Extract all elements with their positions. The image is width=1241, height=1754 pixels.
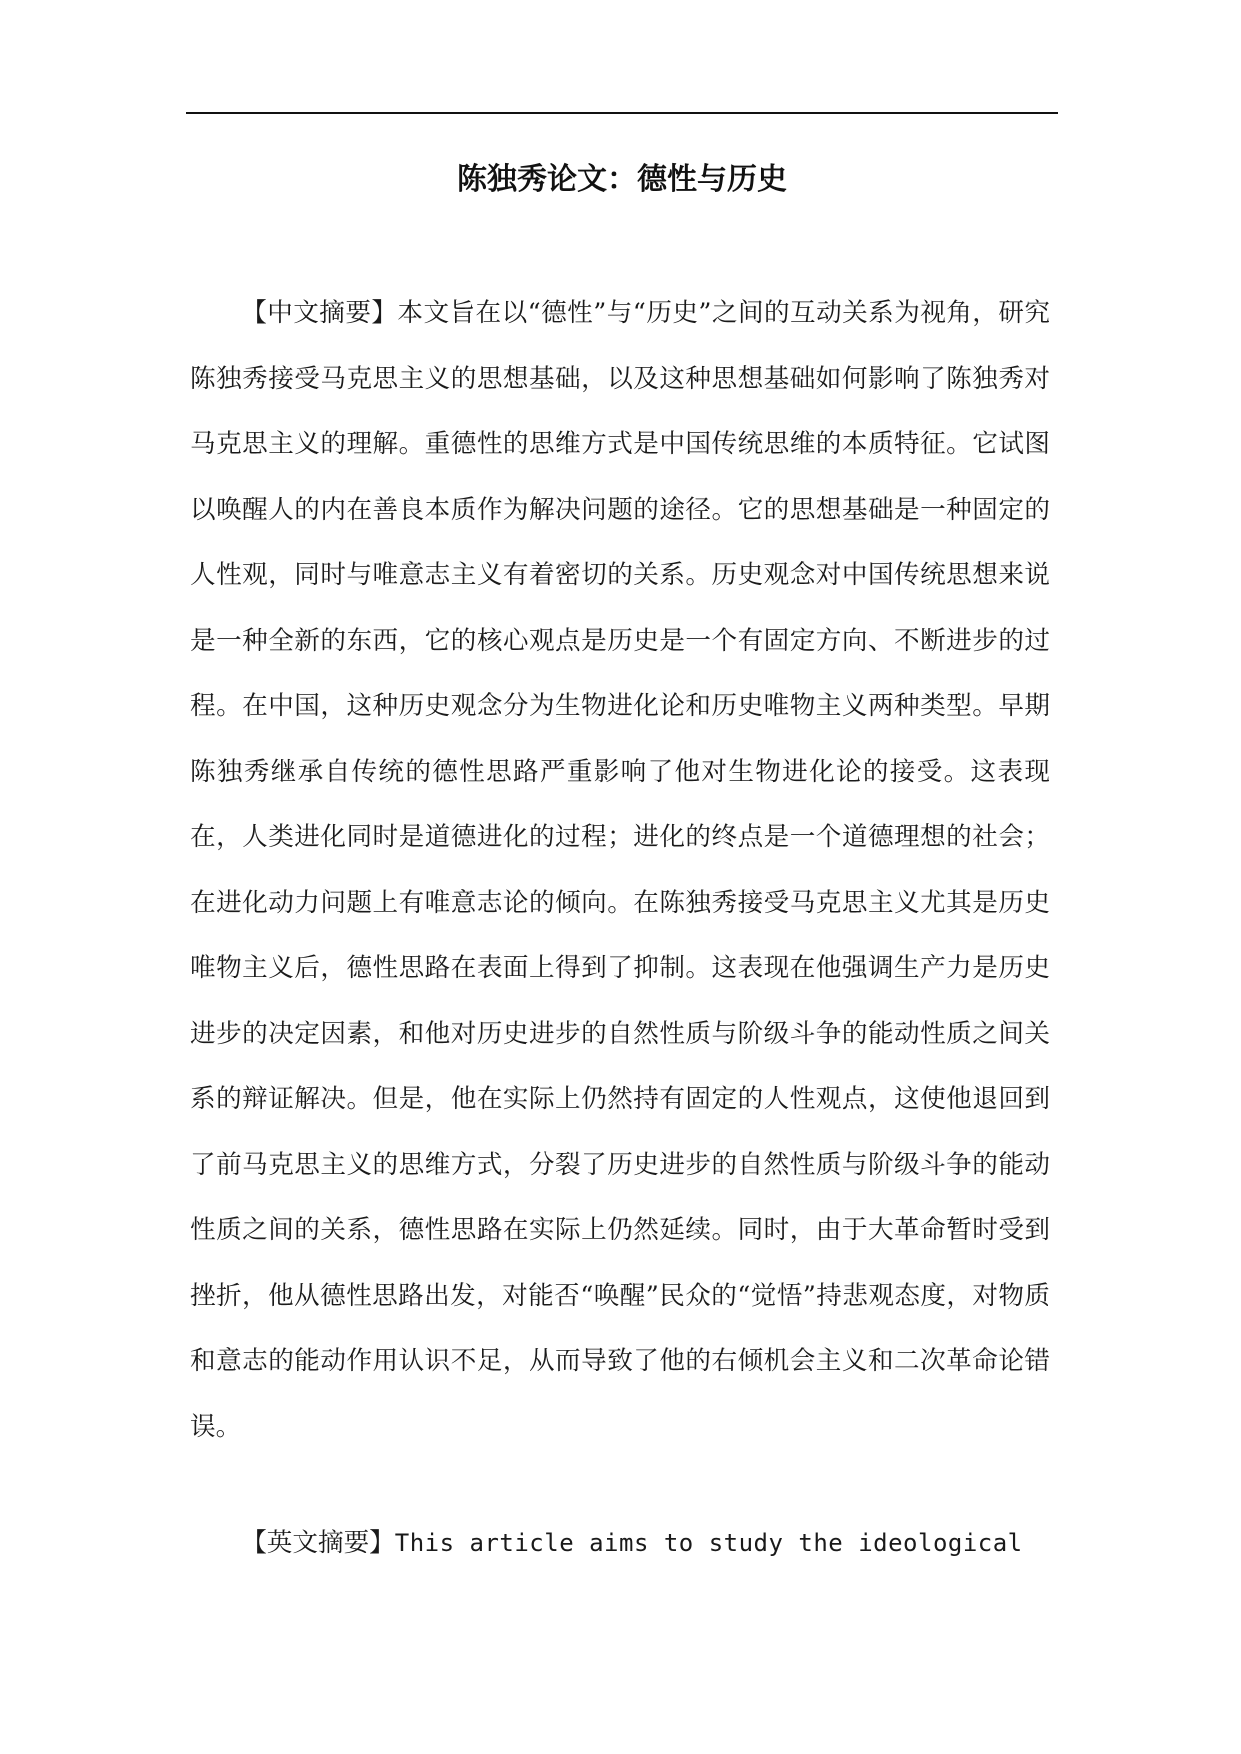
chinese-abstract-paragraph: [190, 281, 1050, 1460]
chinese-abstract-text: 本文旨在以“德性”与“历史”之间的互动关系为视角，研究陈独秀接受马克思主义的思想基础，以及这种思想基础如何影响了陈独秀对马克思主义的理解。重德性的思维方式是中国传统思维的本质特征。它试图以唤醒人的内在善良本质作为解决问题的途径。它的思想基础是一种固定的人性观，同时与唯意志主义有着密切的关系。历史观念对中国传统思想来说是一种全新的东西，它的核心观点是历史是一个有固定方向、不断进步的过程。在中国，这种历史观念分为生物进化论和历史唯物主义两种类型。早期陈独秀继承自传统的德性思路严重影响了他对生物进化论的接受。这表现在，人类进化同时是道德进化的过程；进化的终点是一个道德理想的社会；在进化动力问题上有唯意志论的倾向。在陈独秀接受马克思主义尤其是历史唯物主义后，德性思路在表面上得到了抑制。这表现在他强调生产力是历史进步的决定因素，和他对历史进步的自然性质与阶级斗争的能动性质之间关系的辩证解决。但是，他在实际上仍然持有固定的人性观点，这使他退回到了前马克思主义的思维方式，分裂了历史进步的自然性质与阶级斗争的能动性质之间的关系，德性思路在实际上仍然延续。同时，由于大革命暂时受到挫折，他从德性思路出发，对能否“唤醒”民众的“觉悟”持悲观态度，对物质和意志的能动作用认识不足，从而导致了他的右倾机会主义和二次革命论错误。: [190, 298, 1050, 1442]
chinese-abstract-label: 【中文摘要】: [241, 298, 398, 328]
english-abstract-label: 【英文摘要】: [241, 1528, 395, 1558]
english-abstract-paragraph: [190, 1511, 1050, 1577]
english-abstract-text: This article aims to study the ideological: [394, 1529, 1023, 1557]
header-rule: [186, 112, 1058, 114]
document-title: 陈独秀论文：德性与历史: [457, 162, 787, 197]
